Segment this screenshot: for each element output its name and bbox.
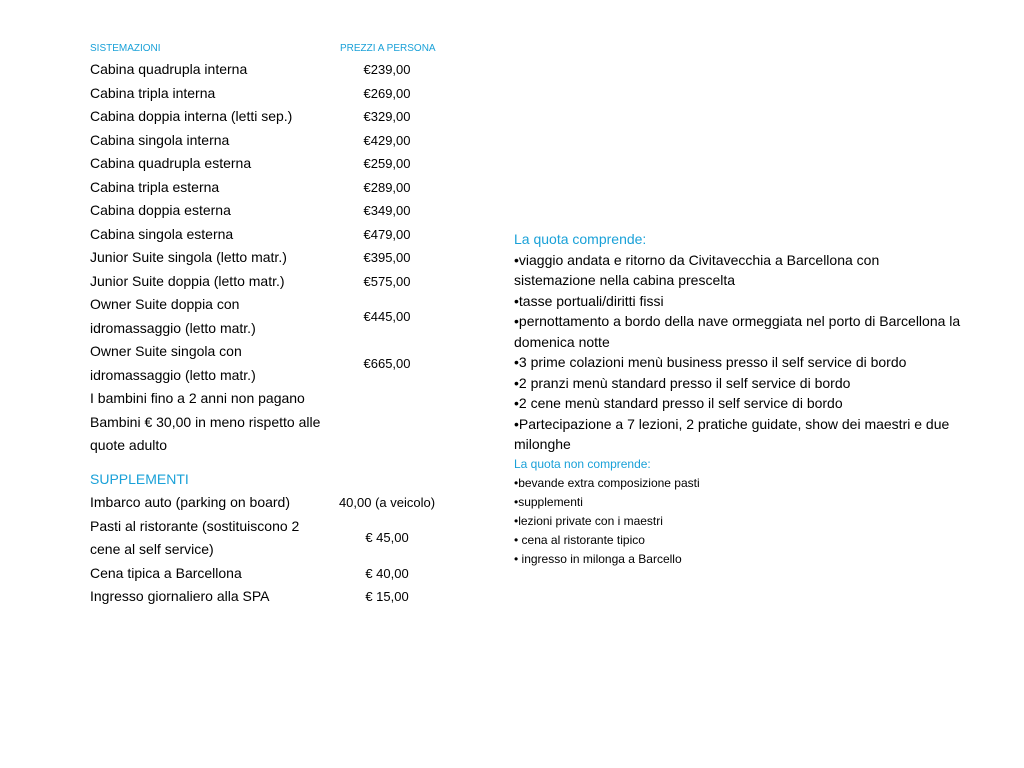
item-price: €259,00 (363, 156, 411, 171)
item-name: Bambini € 30,00 in meno rispetto alle quote adulto (90, 413, 321, 453)
accommodation-row (90, 223, 450, 247)
excludes-item: •lezioni private con i maestri (514, 513, 663, 528)
item-name: Imbarco auto (parking on board) (90, 494, 290, 510)
item-name: Cabina tripla interna (90, 84, 216, 101)
price-per-person-header: PREZZI A PERSONA (340, 43, 436, 54)
item-name: Junior Suite doppia (letto matr.) (90, 272, 285, 289)
item-name: Owner Suite doppia con idromassaggio (letto matr.) (90, 296, 256, 336)
item-name: Pasti al ristorante (sostituiscono 2 cene al self service) (90, 517, 300, 557)
accommodation-row (90, 387, 450, 411)
accommodation-row (90, 105, 450, 129)
item-price: €479,00 (363, 226, 411, 242)
quote-details (514, 229, 964, 569)
excludes-item: • ingresso in milonga a Barcello (514, 551, 682, 566)
item-price: €575,00 (363, 273, 411, 289)
accommodation-row (90, 199, 450, 223)
item-name: Cabina singola interna (90, 131, 230, 148)
includes-title: La quota comprende: (514, 231, 647, 247)
item-name: Owner Suite singola con idromassaggio (letto matr.) (90, 343, 256, 383)
includes-list (514, 250, 964, 455)
excludes-item: • cena al ristorante tipico (514, 532, 645, 547)
item-price: €269,00 (363, 85, 411, 101)
includes-item: •pernottamento a bordo della nave ormeggiata nel porto di Barcellona la domenica notte (514, 313, 961, 350)
excludes-list (514, 474, 964, 569)
item-name: Cabina quadrupla esterna (90, 155, 252, 171)
excludes-item: •bevande extra composizione pasti (514, 475, 700, 490)
accommodation-row (90, 82, 450, 106)
item-price: €429,00 (363, 132, 411, 148)
item-name: Cabina tripla esterna (90, 178, 220, 195)
item-price: €289,00 (363, 179, 411, 195)
supplements-table (90, 491, 450, 609)
supplement-row (90, 562, 450, 586)
accommodation-row (90, 176, 450, 200)
item-name: Cabina singola esterna (90, 225, 234, 242)
item-price: €329,00 (363, 109, 411, 124)
item-name: Cabina doppia esterna (90, 202, 231, 218)
supplement-row (90, 585, 450, 609)
item-name: I bambini fino a 2 anni non pagano (90, 390, 305, 406)
item-price (324, 387, 450, 411)
accommodation-row (90, 270, 450, 294)
accommodation-row (90, 340, 450, 387)
accommodation-row (90, 129, 450, 153)
item-name: Ingresso giornaliero alla SPA (90, 588, 270, 604)
item-price: €665,00 (363, 355, 411, 371)
includes-item: •viaggio andata e ritorno da Civitavecchia a Barcellona con sistemazione nella cabina prescelta (514, 251, 880, 288)
item-name: Cabina doppia interna (letti sep.) (90, 108, 293, 124)
supplement-row (90, 515, 450, 562)
item-price: €395,00 (363, 250, 411, 265)
includes-item: •tasse portuali/diritti fissi (514, 292, 664, 309)
item-price: €349,00 (363, 203, 411, 218)
item-name: Cabina quadrupla interna (90, 61, 248, 77)
accommodation-row (90, 411, 450, 458)
item-price: 40,00 (a veicolo) (338, 495, 436, 510)
item-price (324, 411, 450, 458)
accommodation-row (90, 152, 450, 176)
excludes-title: La quota non comprende: (514, 456, 651, 471)
item-price: € 15,00 (365, 589, 409, 604)
accommodation-table (90, 58, 450, 458)
item-name: Cena tipica a Barcellona (90, 564, 242, 581)
includes-item: •3 prime colazioni menù business presso il self service di bordo (514, 354, 907, 370)
item-price: €239,00 (363, 62, 411, 77)
price-table-header (90, 40, 450, 58)
excludes-item: •supplementi (514, 494, 583, 509)
includes-item: •2 cene menù standard presso il self service di bordo (514, 395, 843, 411)
price-list (90, 40, 450, 609)
item-price: € 45,00 (365, 530, 409, 546)
item-price: € 40,00 (365, 565, 409, 581)
includes-item: •2 pranzi menù standard presso il self service di bordo (514, 374, 851, 391)
supplements-title: SUPPLEMENTI (90, 470, 189, 487)
item-name: Junior Suite singola (letto matr.) (90, 249, 287, 265)
accommodation-row (90, 246, 450, 270)
item-price: €445,00 (363, 308, 411, 324)
accommodation-header: SISTEMAZIONI (90, 43, 161, 54)
accommodation-row (90, 293, 450, 340)
supplement-row (90, 491, 450, 515)
includes-item: •Partecipazione a 7 lezioni, 2 pratiche guidate, show dei maestri e due milonghe (514, 415, 950, 452)
accommodation-row (90, 58, 450, 82)
